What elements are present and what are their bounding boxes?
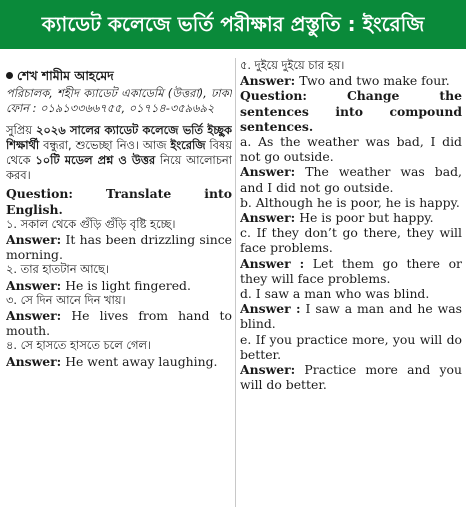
- answer-label: Answer :: [240, 255, 305, 271]
- intro-text: নিয়ে আলোচনা করব।: [6, 153, 232, 183]
- translate-item-question: ২. তার হাতটান আছে।: [6, 262, 109, 277]
- translate-item-question: ১. সকাল থেকে গুঁড়ি গুঁড়ি বৃষ্টি হচ্ছে।: [6, 216, 176, 231]
- answer-text: He is light fingered.: [61, 277, 191, 293]
- intro-paragraph: [6, 123, 232, 184]
- compound-item-answer: [240, 301, 462, 331]
- answer-text: He lives from hand to mouth.: [6, 308, 232, 339]
- answer-text: The weather was bad, and I did not go outside.: [240, 164, 462, 195]
- answer-label: Answer:: [6, 277, 62, 293]
- author-phone: ফোন : ০১৯১৩৩৬৬৭৫৫, ০১৭১৪-৩৫৯৬৯২: [6, 101, 215, 116]
- answer-text: Two and two make four.: [295, 73, 450, 89]
- answer-label: Answer:: [240, 362, 296, 378]
- compound-item-question: c. If they don’t go there, they will face problems.: [240, 225, 462, 256]
- answer-text: He went away laughing.: [61, 353, 218, 369]
- question-label: Question:: [240, 88, 307, 104]
- answer-label: Answer:: [240, 73, 296, 89]
- translate-item-answer: [240, 73, 462, 88]
- translate-item-answer: [6, 232, 232, 262]
- compound-item-answer: [240, 256, 462, 286]
- translate-item-answer: [6, 278, 232, 293]
- author-name-text: শেখ শামীম আহমেদ: [17, 68, 114, 83]
- compound-item-answer: [240, 164, 462, 194]
- compound-item-question: b. Although he is poor, he is happy.: [240, 194, 460, 210]
- column-divider: [235, 58, 236, 507]
- intro-text: বন্ধুরা, শুভেচ্ছা নিও। আজ: [39, 137, 171, 152]
- answer-label: Answer:: [6, 232, 62, 248]
- translate-item-answer: [6, 308, 232, 338]
- right-column: [240, 58, 462, 513]
- answer-text: I saw a man and he was blind.: [240, 301, 462, 332]
- question-text: Change the sentences into compound sentences.: [240, 88, 462, 134]
- section1-question: [6, 186, 232, 216]
- intro-emphasis: ১০টি মডেল প্রশ্ন ও উত্তর: [35, 153, 156, 168]
- author-designation: পরিচালক, শহীদ ক্যাডেট একাডেমি (উত্তরা), ঢাকা: [6, 86, 232, 101]
- compound-item-answer: [240, 362, 462, 392]
- translate-item-question: ৪. সে হাসতে হাসতে চলে গেল।: [6, 338, 151, 353]
- left-column: [6, 58, 232, 513]
- answer-label: Answer:: [240, 210, 296, 226]
- answer-text: Practice more and you will do better.: [240, 362, 462, 393]
- answer-label: Answer :: [240, 301, 301, 317]
- answer-label: Answer:: [6, 308, 62, 324]
- translate-item-question: ৩. সে দিন আনে দিন খায়।: [6, 292, 126, 307]
- answer-label: Answer:: [240, 164, 296, 180]
- compound-item-question: a. As the weather was bad, I did not go outside.: [240, 134, 462, 165]
- bullet-icon: [6, 72, 13, 79]
- intro-emphasis: ২০২৬ সালের ক্যাডেট কলেজে ভর্তি ইচ্ছুক শিক্ষার্থী: [6, 122, 232, 152]
- intro-text: বিষয় থেকে: [6, 137, 232, 168]
- intro-text: সুপ্রিয়: [6, 122, 36, 137]
- answer-text: It has been drizzling since morning.: [6, 232, 232, 263]
- page-banner-title: ক্যাডেট কলেজে ভর্তি পরীক্ষার প্রস্তুতি : ইংরেজি: [0, 0, 466, 49]
- question-text: Translate into English.: [6, 186, 232, 217]
- answer-label: Answer:: [6, 353, 62, 369]
- question-label: Question:: [6, 186, 73, 202]
- section2-question: [240, 88, 462, 134]
- compound-item-answer: [240, 210, 462, 225]
- translate-item-question: ৫. দুইয়ে দুইয়ে চার হয়।: [240, 58, 345, 72]
- author-name: [6, 68, 232, 83]
- answer-text: Let them go there or they will face problems.: [240, 255, 462, 286]
- compound-item-question: e. If you practice more, you will do better.: [240, 331, 462, 362]
- answer-text: He is poor but happy.: [295, 210, 434, 226]
- compound-item-question: d. I saw a man who was blind.: [240, 286, 430, 302]
- translate-item-answer: [6, 354, 232, 369]
- intro-emphasis: ইংরেজি: [170, 137, 206, 152]
